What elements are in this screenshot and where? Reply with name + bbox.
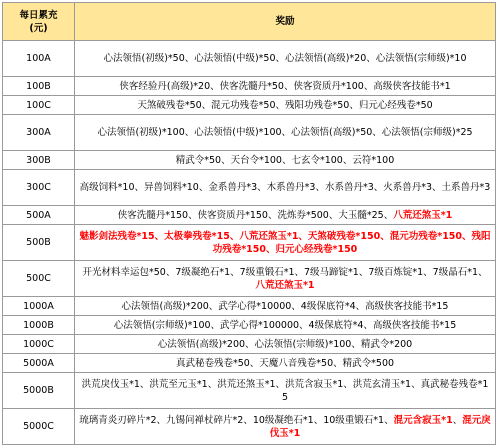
recharge-tier-cell: 1000A	[3, 297, 75, 316]
recharge-tier-cell: 500C	[3, 261, 75, 297]
table-row	[3, 206, 496, 225]
reward-highlight-text: 魅影剑法残卷*15、太极拳残卷*15、八荒还煞玉*1、天煞破残卷*150、混元功残卷*150、残阳功残卷*150、归元心经残卷*150	[79, 230, 491, 255]
reward-text: 心法领悟(高级)*200、心法领悟(宗师级)*100、精武令*200	[157, 338, 413, 350]
recharge-tier-cell: 5000C	[3, 409, 75, 445]
reward-text: 开光材料幸运包*50、7级凝绝石*1、7级重锻石*1、7级马蹄锭*1、7级百炼锭*1、7级晶石*1、	[82, 266, 488, 278]
reward-text: 心法领悟(宗师级)*100、武学心得*100000、4级保底符*4、高级侠客技能书*15	[113, 319, 457, 331]
reward-text: 精武令*50、天台令*100、七玄令*100、云符*100	[175, 154, 395, 166]
header-recharge-amount-line2: (元)	[29, 22, 48, 34]
table-row	[3, 354, 496, 373]
reward-text: 心法领悟(初级)*50、心法领悟(中级)*50、心法领悟(高级)*20、心法领悟(宗师级)*10	[103, 53, 467, 64]
reward-cell	[75, 297, 496, 316]
recharge-tier-cell: 100B	[3, 77, 75, 96]
reward-highlight-text: 混元戾伐玉*1	[269, 414, 491, 439]
recharge-tier-cell: 5000B	[3, 373, 75, 409]
reward-text: 洪荒戾伐玉*1、洪荒至元玉*1、洪荒还煞玉*1、洪荒含寂玉*1、洪荒玄清玉*1、真武秘卷残卷*15	[81, 378, 489, 403]
table-row	[3, 297, 496, 316]
reward-highlight-text: 八荒还煞玉*1	[393, 209, 453, 221]
recharge-tier-cell: 100A	[3, 41, 75, 77]
reward-cell	[75, 77, 496, 96]
reward-text: 天煞破残卷*50、混元功残卷*50、残阳功残卷*50、归元心经残卷*50	[137, 99, 433, 111]
reward-text: 高级饲料*10、异兽饲料*10、金系兽丹*3、木系兽丹*3、水系兽丹*3、火系兽丹*3、土系兽丹*3	[79, 182, 491, 193]
recharge-tier-cell: 500B	[3, 225, 75, 261]
table-header-row	[3, 3, 496, 41]
recharge-tier-cell: 100C	[3, 96, 75, 115]
reward-text: 、	[452, 414, 463, 426]
table-row	[3, 225, 496, 261]
header-recharge-amount	[3, 3, 75, 41]
header-reward: 奖励	[75, 3, 496, 41]
table-row	[3, 151, 496, 170]
table-row	[3, 261, 496, 297]
reward-text: 侠客洗髓丹*150、侠客资质丹*150、洗炼券*500、大玉髓*25、	[117, 209, 394, 221]
reward-highlight-text: 八荒还煞玉*1	[255, 279, 315, 291]
recharge-tier-cell: 300A	[3, 115, 75, 151]
reward-text: 心法领悟(高级)*200、武学心得*10000、4级保底符*4、高级侠客技能书*15	[121, 300, 449, 312]
recharge-tier-cell: 300C	[3, 170, 75, 206]
reward-cell	[75, 409, 496, 445]
reward-cell	[75, 316, 496, 335]
reward-text: 心法领悟(初级)*100、心法领悟(中级)*100、心法领悟(高级)*50、心法领悟(宗师级)*25	[97, 127, 473, 138]
reward-cell	[75, 225, 496, 261]
table-body	[3, 41, 496, 445]
header-recharge-amount-line1: 每日累充	[19, 9, 58, 21]
recharge-tier-cell: 1000B	[3, 316, 75, 335]
reward-cell	[75, 261, 496, 297]
reward-highlight-text: 混元含寂玉*1	[393, 414, 453, 426]
reward-table-container	[2, 2, 495, 445]
table-row	[3, 335, 496, 354]
reward-cell	[75, 335, 496, 354]
reward-text: 琉璃青炎刃碎片*2、九锡问禅杖碎片*2、10级凝绝石*1、10级重锻石*1、	[79, 414, 394, 426]
table-row	[3, 316, 496, 335]
reward-cell	[75, 96, 496, 115]
recharge-tier-cell: 500A	[3, 206, 75, 225]
reward-cell	[75, 170, 496, 206]
table-row	[3, 77, 496, 96]
reward-cell	[75, 151, 496, 170]
reward-text: 真武秘卷残卷*50、天魔八音残卷*50、精武令*500	[175, 357, 395, 369]
table-row	[3, 41, 496, 77]
recharge-tier-cell: 300B	[3, 151, 75, 170]
reward-cell	[75, 373, 496, 409]
recharge-tier-cell: 5000A	[3, 354, 75, 373]
reward-cell	[75, 206, 496, 225]
table-row	[3, 96, 496, 115]
reward-cell	[75, 354, 496, 373]
table-row	[3, 115, 496, 151]
recharge-tier-cell: 1000C	[3, 335, 75, 354]
table-row	[3, 170, 496, 206]
reward-text: 侠客经验丹(高级)*20、侠客洗髓丹*50、侠客资质丹*100、高级侠客技能书*1	[119, 80, 451, 92]
table-row	[3, 373, 496, 409]
reward-cell	[75, 41, 496, 77]
reward-cell	[75, 115, 496, 151]
daily-recharge-reward-table	[2, 2, 496, 445]
table-row	[3, 409, 496, 445]
